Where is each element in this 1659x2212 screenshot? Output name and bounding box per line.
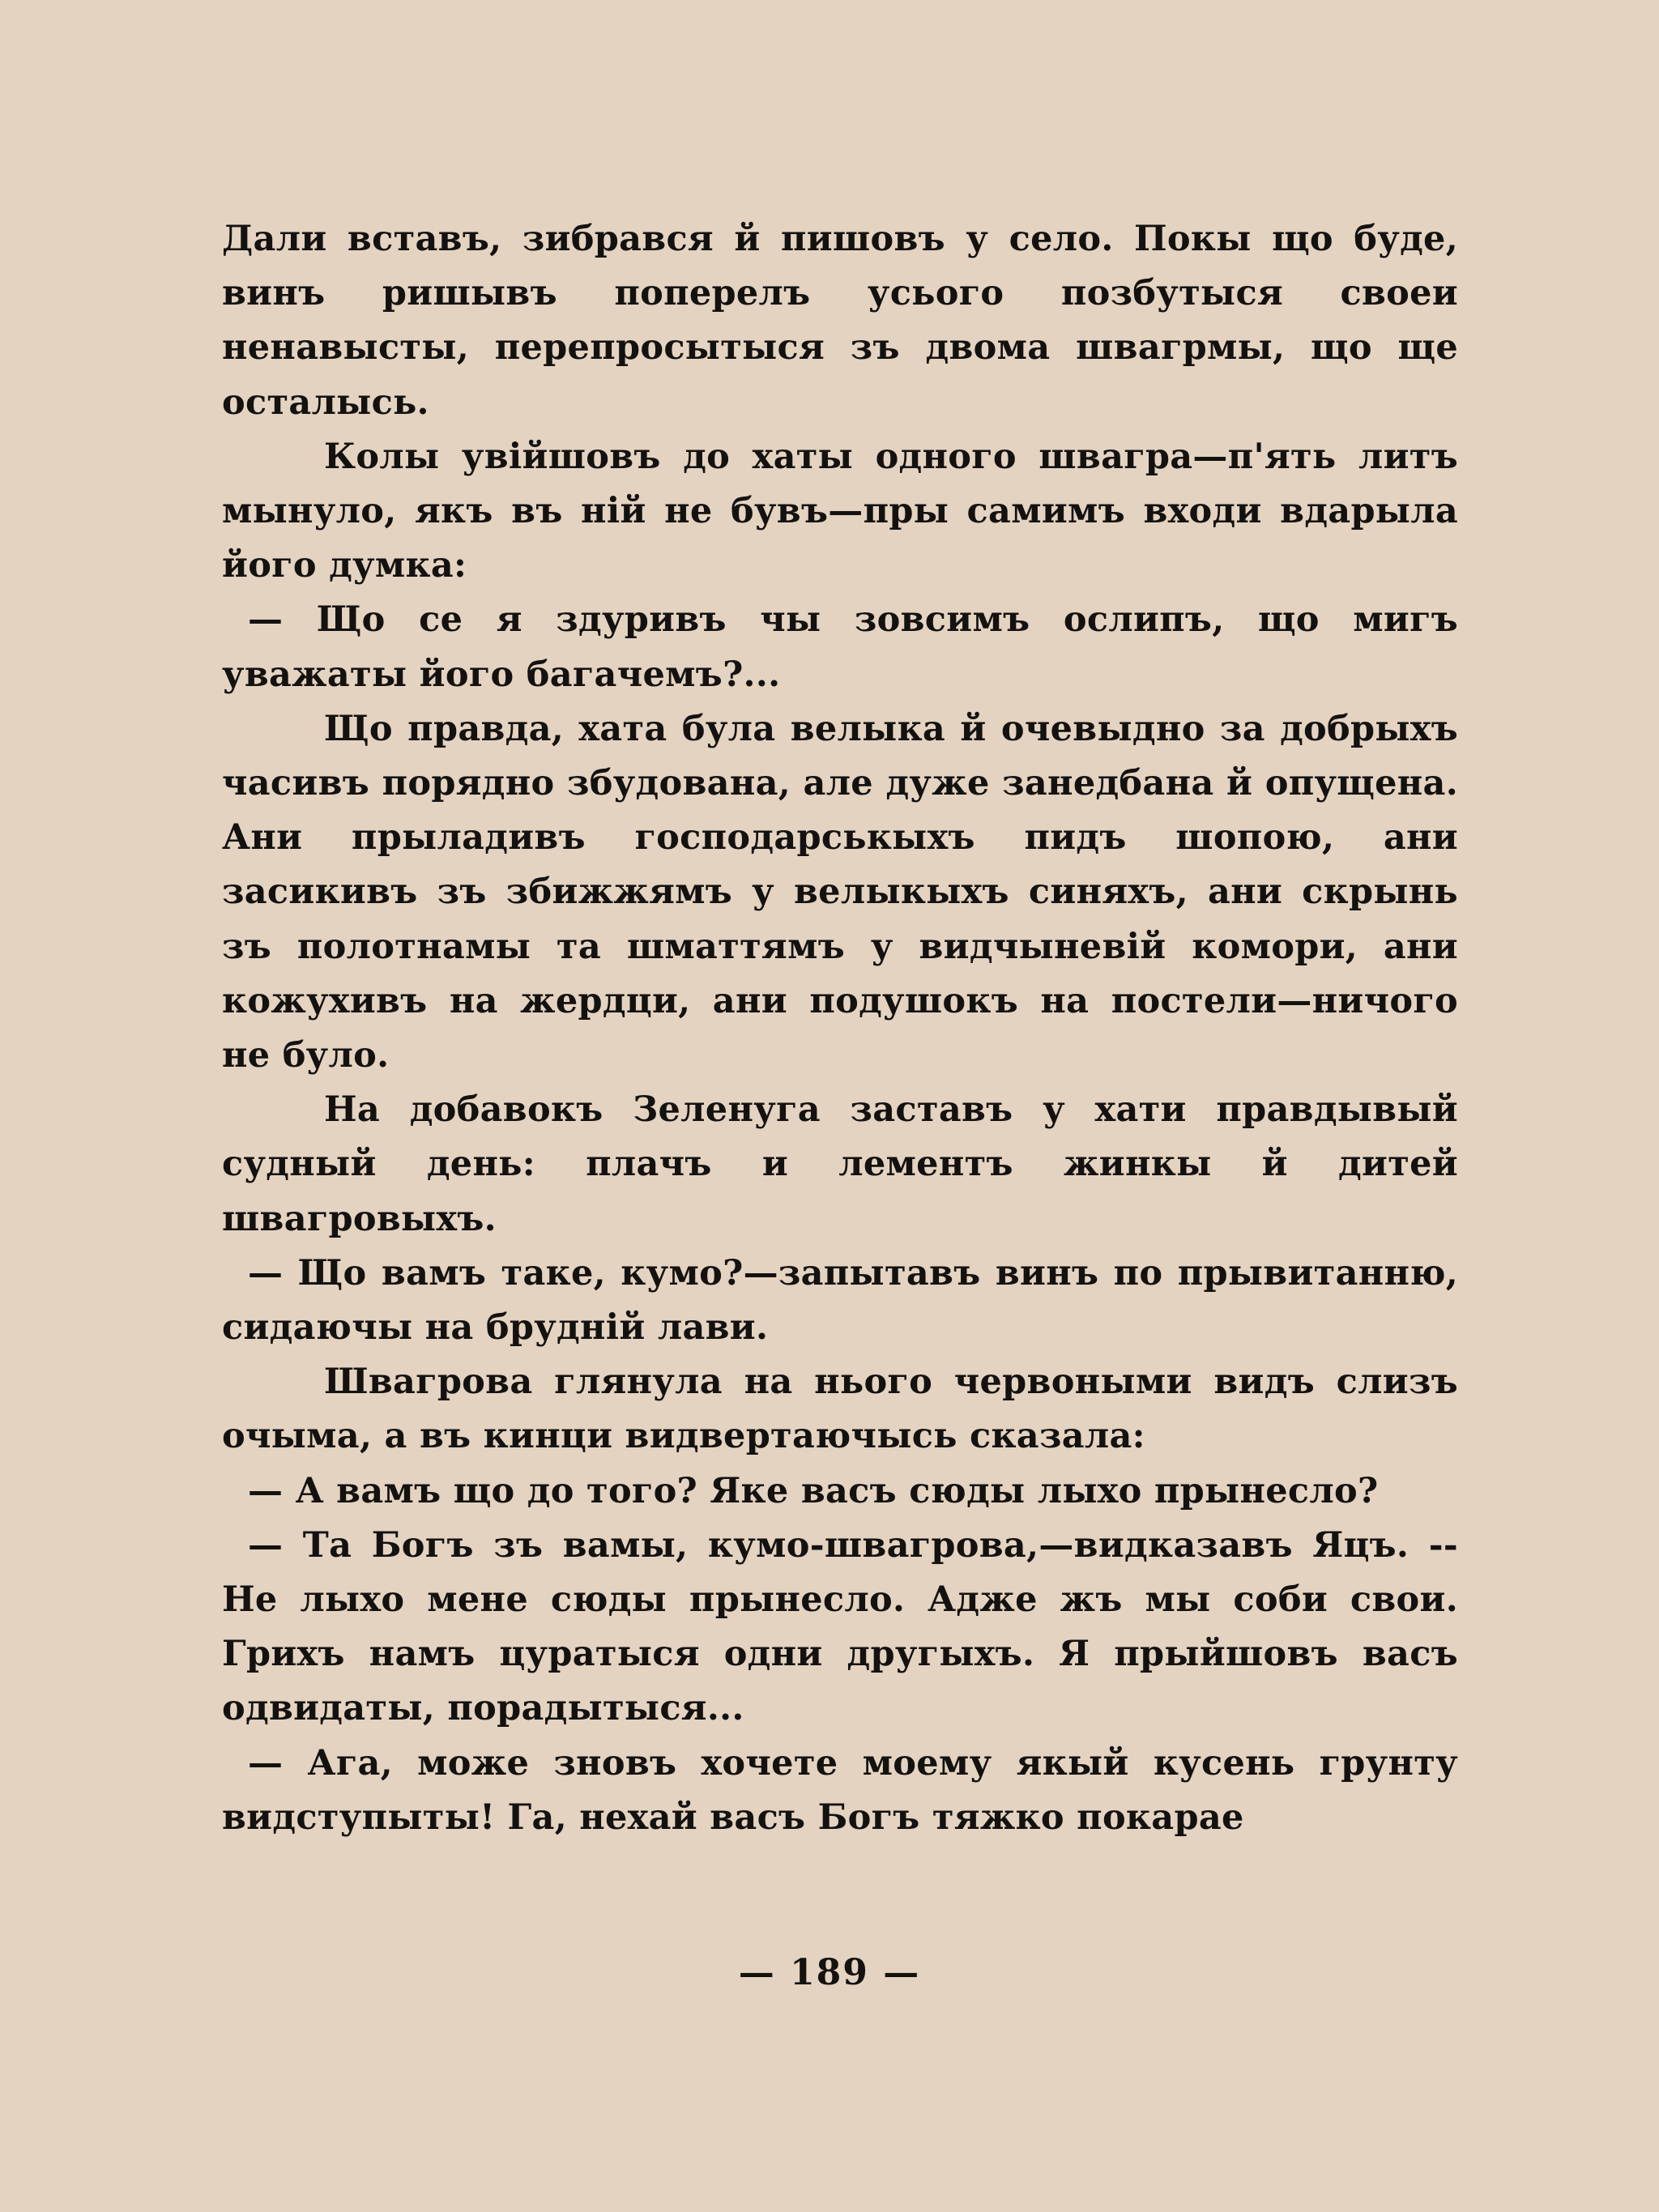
paragraph-6: — Що вамъ таке, кумо?—запытавъ винъ по прывитанню, сидаючы на брудній лави. <box>222 1252 1458 1349</box>
paragraph-2: Колы увійшовъ до хаты одного швагра—п'ять литъ мынуло, якъ въ ній не бувъ—пры самимъ входи вдарыла його думка: <box>222 436 1458 586</box>
paragraph-5: На добавокъ Зеленуга заставъ у хати правдывый судный день: плачъ и лементъ жинкы й дитей швагровыхъ. <box>222 1089 1458 1239</box>
page-number: — 189 — <box>738 1952 921 1993</box>
paragraph-3: — Що се я здуривъ чы зовсимъ ослипъ, що мигъ уважаты його багачемъ?... <box>222 599 1458 695</box>
page-text <box>222 212 1458 1845</box>
paragraph-9: — Та Богъ зъ вамы, кумо-швагрова,—видказавъ Яцъ. --Не лыхо мене сюды прынесло. Адже жъ мы соби свои. Грихъ намъ цуратыся одни другыхъ. Я прыйшовъ васъ одвидаты, порадытыся... <box>222 1524 1458 1729</box>
paragraph-10: — Ага, може зновъ хочете моему якый кусень грунту видступыты! Га, нехай васъ Богъ тяжко покарае <box>222 1742 1458 1838</box>
paragraph-7: Швагрова глянула на нього червоными видъ слизъ очыма, а въ кинци видвертаючысь сказала: <box>222 1362 1458 1457</box>
paragraph-4: Що правда, хата була велыка й очевыдно за добрыхъ часивъ порядно збудована, але дуже занедбана й опущена. Ани прыладивъ господарськыхъ пидъ шопою, ани засикивъ зъ збижжямъ у велыкыхъ синяхъ, ани скрынь зъ полотнамы та шматтямъ у видчыневій комори, ани кожухивъ на жердци, ани подушокъ на постели—ничого не було. <box>222 708 1458 1076</box>
paragraph-8: — А вамъ що до того? Яке васъ сюды лыхо прынесло? <box>248 1470 1379 1511</box>
paragraph-1: Дали вставъ, зибрався й пишовъ у село. Покы що буде, винъ ришывъ поперелъ усього позбутыся своеи ненавысты, перепросытыся зъ двома швагрмы, що ще осталысь. <box>222 219 1458 423</box>
